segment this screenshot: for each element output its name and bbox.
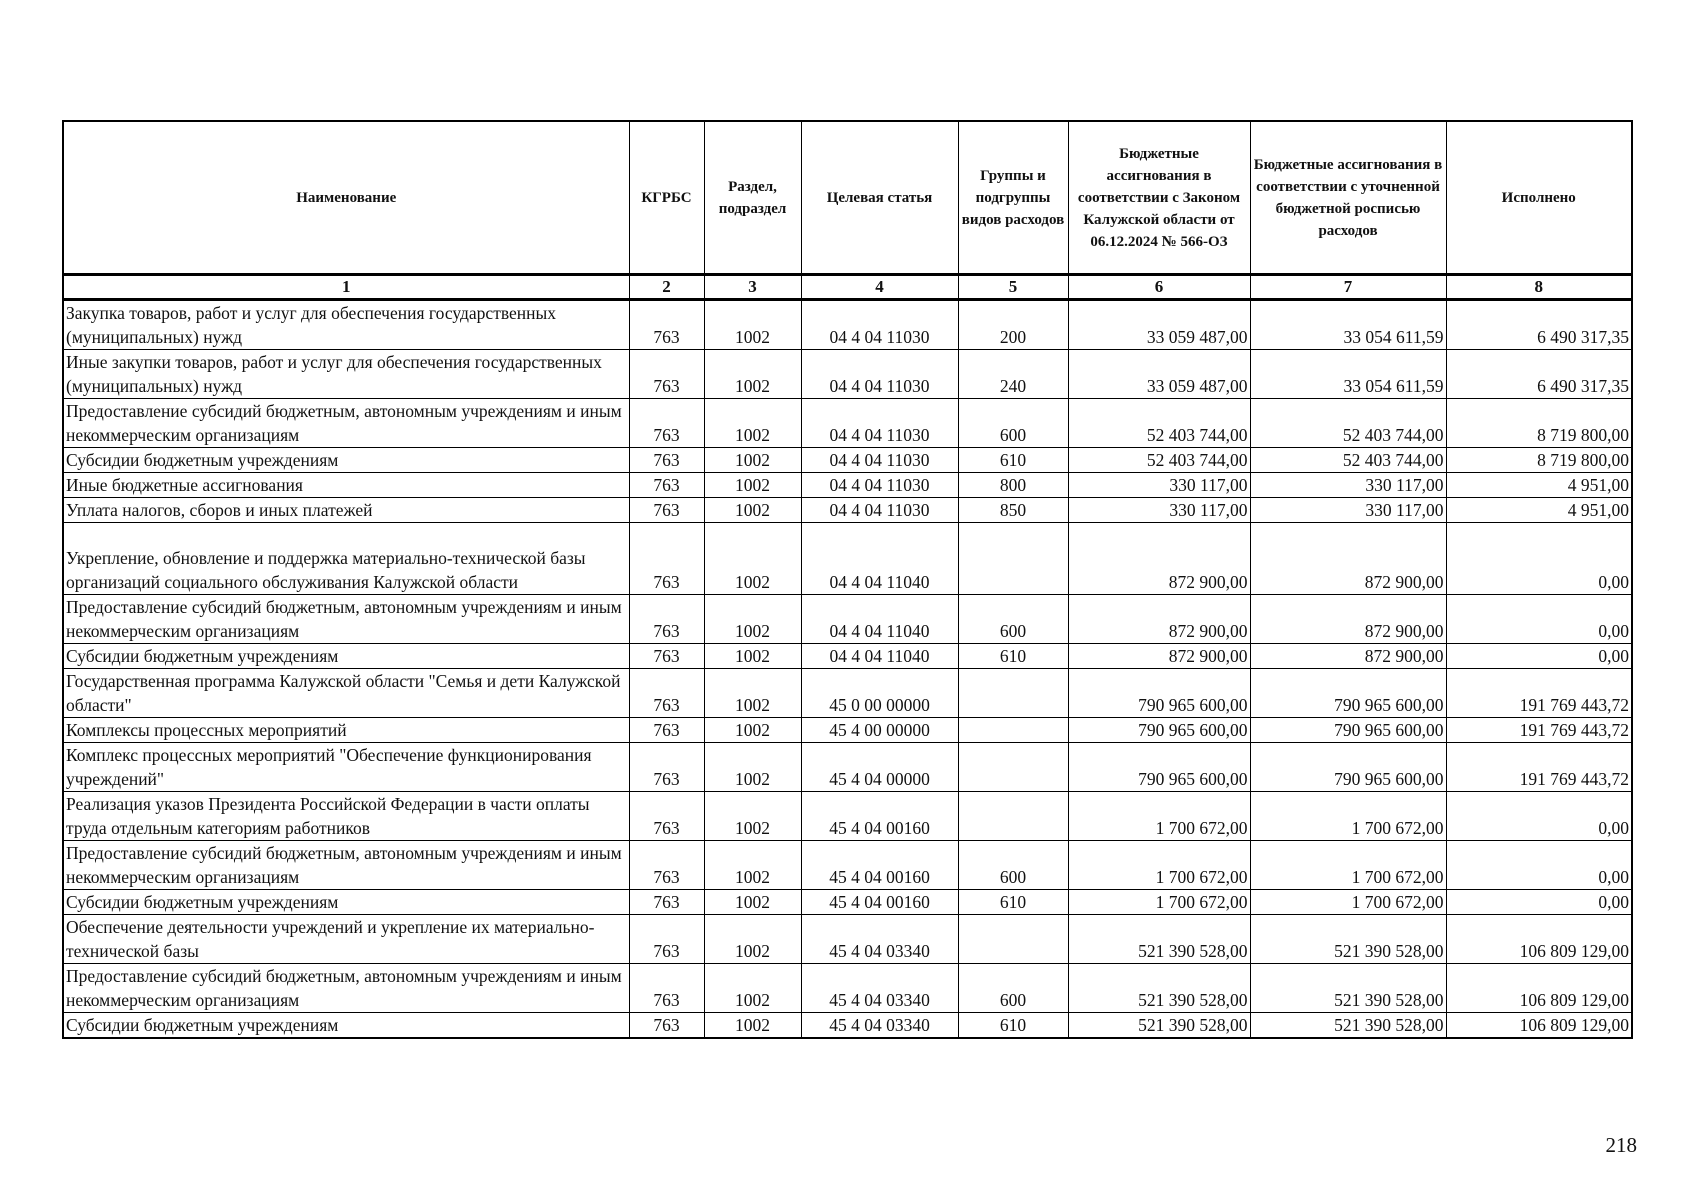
row-refined-amount: 330 117,00 <box>1250 498 1446 523</box>
row-kgrbs: 763 <box>629 964 704 1013</box>
row-refined-amount: 872 900,00 <box>1250 644 1446 669</box>
row-refined-amount: 52 403 744,00 <box>1250 448 1446 473</box>
row-executed-amount: 0,00 <box>1446 595 1632 644</box>
row-name: Иные закупки товаров, работ и услуг для обеспечения государственных (муниципальных) нужд <box>63 350 629 399</box>
table-row <box>63 595 1632 644</box>
row-kgrbs: 763 <box>629 595 704 644</box>
row-section: 1002 <box>704 350 801 399</box>
column-number: 7 <box>1250 275 1446 300</box>
row-kgrbs: 763 <box>629 669 704 718</box>
row-executed-amount: 106 809 129,00 <box>1446 915 1632 964</box>
row-name: Закупка товаров, работ и услуг для обеспечения государственных (муниципальных) нужд <box>63 300 629 350</box>
row-executed-amount: 191 769 443,72 <box>1446 669 1632 718</box>
row-group <box>958 718 1068 743</box>
row-law-amount: 521 390 528,00 <box>1068 964 1250 1013</box>
row-kgrbs: 763 <box>629 300 704 350</box>
row-kgrbs: 763 <box>629 399 704 448</box>
table-row <box>63 644 1632 669</box>
table-row <box>63 915 1632 964</box>
row-section: 1002 <box>704 792 801 841</box>
row-target: 45 4 04 03340 <box>801 1013 958 1039</box>
row-law-amount: 33 059 487,00 <box>1068 300 1250 350</box>
row-target: 04 4 04 11030 <box>801 350 958 399</box>
row-kgrbs: 763 <box>629 523 704 595</box>
row-group <box>958 523 1068 595</box>
table-row <box>63 718 1632 743</box>
row-target: 04 4 04 11040 <box>801 644 958 669</box>
row-target: 04 4 04 11030 <box>801 473 958 498</box>
row-kgrbs: 763 <box>629 498 704 523</box>
row-kgrbs: 763 <box>629 743 704 792</box>
row-refined-amount: 33 054 611,59 <box>1250 300 1446 350</box>
row-refined-amount: 33 054 611,59 <box>1250 350 1446 399</box>
table-row <box>63 841 1632 890</box>
row-law-amount: 790 965 600,00 <box>1068 669 1250 718</box>
row-law-amount: 872 900,00 <box>1068 595 1250 644</box>
row-name: Предоставление субсидий бюджетным, автономным учреждениям и иным некоммерческим организациям <box>63 595 629 644</box>
row-group <box>958 915 1068 964</box>
row-refined-amount: 52 403 744,00 <box>1250 399 1446 448</box>
row-target: 04 4 04 11030 <box>801 300 958 350</box>
row-executed-amount: 0,00 <box>1446 644 1632 669</box>
row-refined-amount: 1 700 672,00 <box>1250 792 1446 841</box>
row-executed-amount: 0,00 <box>1446 523 1632 595</box>
row-kgrbs: 763 <box>629 448 704 473</box>
header-groups: Группы и подгруппы видов расходов <box>958 121 1068 275</box>
row-name: Предоставление субсидий бюджетным, автономным учреждениям и иным некоммерческим организациям <box>63 841 629 890</box>
header-law-allocations: Бюджетные ассигнования в соответствии с Законом Калужской области от 06.12.2024 № 566-ОЗ <box>1068 121 1250 275</box>
row-group <box>958 669 1068 718</box>
column-number-row <box>63 275 1632 300</box>
row-section: 1002 <box>704 595 801 644</box>
row-name: Реализация указов Президента Российской Федерации в части оплаты труда отдельным категориям работников <box>63 792 629 841</box>
row-name: Предоставление субсидий бюджетным, автономным учреждениям и иным некоммерческим организациям <box>63 964 629 1013</box>
row-executed-amount: 0,00 <box>1446 841 1632 890</box>
column-number: 2 <box>629 275 704 300</box>
row-target: 45 4 00 00000 <box>801 718 958 743</box>
header-name: Наименование <box>63 121 629 275</box>
row-target: 45 4 04 03340 <box>801 915 958 964</box>
row-group: 610 <box>958 890 1068 915</box>
row-target: 45 0 00 00000 <box>801 669 958 718</box>
row-kgrbs: 763 <box>629 1013 704 1039</box>
row-kgrbs: 763 <box>629 473 704 498</box>
row-law-amount: 521 390 528,00 <box>1068 1013 1250 1039</box>
row-section: 1002 <box>704 915 801 964</box>
row-name: Укрепление, обновление и поддержка материально-технической базы организаций социального обслуживания Калужской области <box>63 523 629 595</box>
row-refined-amount: 872 900,00 <box>1250 595 1446 644</box>
row-executed-amount: 6 490 317,35 <box>1446 350 1632 399</box>
table-row <box>63 350 1632 399</box>
row-section: 1002 <box>704 964 801 1013</box>
row-section: 1002 <box>704 399 801 448</box>
row-target: 04 4 04 11030 <box>801 448 958 473</box>
row-refined-amount: 790 965 600,00 <box>1250 743 1446 792</box>
table-row <box>63 792 1632 841</box>
row-group <box>958 792 1068 841</box>
header-kgrbs: КГРБС <box>629 121 704 275</box>
row-law-amount: 33 059 487,00 <box>1068 350 1250 399</box>
row-group: 610 <box>958 644 1068 669</box>
row-section: 1002 <box>704 1013 801 1039</box>
row-section: 1002 <box>704 523 801 595</box>
table-row <box>63 498 1632 523</box>
row-group: 200 <box>958 300 1068 350</box>
row-name: Комплексы процессных мероприятий <box>63 718 629 743</box>
row-target: 04 4 04 11040 <box>801 523 958 595</box>
row-section: 1002 <box>704 743 801 792</box>
row-group: 600 <box>958 595 1068 644</box>
column-number: 1 <box>63 275 629 300</box>
table-row <box>63 448 1632 473</box>
row-executed-amount: 106 809 129,00 <box>1446 964 1632 1013</box>
row-name: Комплекс процессных мероприятий "Обеспечение функционирования учреждений" <box>63 743 629 792</box>
column-number: 3 <box>704 275 801 300</box>
row-law-amount: 52 403 744,00 <box>1068 399 1250 448</box>
row-refined-amount: 1 700 672,00 <box>1250 890 1446 915</box>
row-target: 04 4 04 11040 <box>801 595 958 644</box>
table-row <box>63 890 1632 915</box>
row-section: 1002 <box>704 498 801 523</box>
row-name: Государственная программа Калужской области "Семья и дети Калужской области" <box>63 669 629 718</box>
row-section: 1002 <box>704 300 801 350</box>
row-target: 45 4 04 00160 <box>801 890 958 915</box>
row-name: Уплата налогов, сборов и иных платежей <box>63 498 629 523</box>
table-row <box>63 1013 1632 1039</box>
row-section: 1002 <box>704 841 801 890</box>
row-name: Иные бюджетные ассигнования <box>63 473 629 498</box>
row-kgrbs: 763 <box>629 890 704 915</box>
row-law-amount: 1 700 672,00 <box>1068 890 1250 915</box>
row-target: 04 4 04 11030 <box>801 498 958 523</box>
row-law-amount: 872 900,00 <box>1068 523 1250 595</box>
row-name: Субсидии бюджетным учреждениям <box>63 644 629 669</box>
row-target: 45 4 04 00160 <box>801 841 958 890</box>
row-refined-amount: 521 390 528,00 <box>1250 1013 1446 1039</box>
row-law-amount: 872 900,00 <box>1068 644 1250 669</box>
row-refined-amount: 790 965 600,00 <box>1250 669 1446 718</box>
row-refined-amount: 1 700 672,00 <box>1250 841 1446 890</box>
row-executed-amount: 0,00 <box>1446 792 1632 841</box>
row-refined-amount: 330 117,00 <box>1250 473 1446 498</box>
row-refined-amount: 521 390 528,00 <box>1250 915 1446 964</box>
row-section: 1002 <box>704 669 801 718</box>
row-section: 1002 <box>704 644 801 669</box>
row-name: Субсидии бюджетным учреждениям <box>63 1013 629 1039</box>
row-section: 1002 <box>704 448 801 473</box>
table-row <box>63 300 1632 350</box>
header-target: Целевая статья <box>801 121 958 275</box>
row-group: 240 <box>958 350 1068 399</box>
table-row <box>63 473 1632 498</box>
row-name: Субсидии бюджетным учреждениям <box>63 890 629 915</box>
row-section: 1002 <box>704 473 801 498</box>
row-executed-amount: 191 769 443,72 <box>1446 743 1632 792</box>
table-row <box>63 964 1632 1013</box>
row-executed-amount: 0,00 <box>1446 890 1632 915</box>
row-refined-amount: 790 965 600,00 <box>1250 718 1446 743</box>
row-law-amount: 521 390 528,00 <box>1068 915 1250 964</box>
row-name: Предоставление субсидий бюджетным, автономным учреждениям и иным некоммерческим организациям <box>63 399 629 448</box>
row-law-amount: 330 117,00 <box>1068 498 1250 523</box>
row-section: 1002 <box>704 718 801 743</box>
column-number: 6 <box>1068 275 1250 300</box>
row-executed-amount: 4 951,00 <box>1446 473 1632 498</box>
table-row <box>63 523 1632 595</box>
row-executed-amount: 6 490 317,35 <box>1446 300 1632 350</box>
row-refined-amount: 521 390 528,00 <box>1250 964 1446 1013</box>
table-row <box>63 399 1632 448</box>
row-refined-amount: 872 900,00 <box>1250 523 1446 595</box>
header-section: Раздел, подраздел <box>704 121 801 275</box>
row-group: 850 <box>958 498 1068 523</box>
row-law-amount: 790 965 600,00 <box>1068 718 1250 743</box>
row-target: 45 4 04 00160 <box>801 792 958 841</box>
row-group <box>958 743 1068 792</box>
row-kgrbs: 763 <box>629 841 704 890</box>
row-kgrbs: 763 <box>629 915 704 964</box>
row-law-amount: 790 965 600,00 <box>1068 743 1250 792</box>
row-executed-amount: 106 809 129,00 <box>1446 1013 1632 1039</box>
row-name: Субсидии бюджетным учреждениям <box>63 448 629 473</box>
header-executed: Исполнено <box>1446 121 1632 275</box>
page-number: 218 <box>1605 1133 1637 1157</box>
row-target: 45 4 04 03340 <box>801 964 958 1013</box>
row-law-amount: 1 700 672,00 <box>1068 792 1250 841</box>
row-executed-amount: 8 719 800,00 <box>1446 448 1632 473</box>
row-name: Обеспечение деятельности учреждений и укрепление их материально-технической базы <box>63 915 629 964</box>
column-number: 4 <box>801 275 958 300</box>
table-row <box>63 743 1632 792</box>
row-group: 800 <box>958 473 1068 498</box>
row-target: 04 4 04 11030 <box>801 399 958 448</box>
row-group: 610 <box>958 1013 1068 1039</box>
row-section: 1002 <box>704 890 801 915</box>
row-executed-amount: 8 719 800,00 <box>1446 399 1632 448</box>
row-executed-amount: 191 769 443,72 <box>1446 718 1632 743</box>
row-kgrbs: 763 <box>629 644 704 669</box>
row-kgrbs: 763 <box>629 718 704 743</box>
table-row <box>63 669 1632 718</box>
row-group: 600 <box>958 964 1068 1013</box>
header-row <box>63 121 1632 275</box>
row-group: 600 <box>958 841 1068 890</box>
header-refined-allocations: Бюджетные ассигнования в соответствии с уточненной бюджетной росписью расходов <box>1250 121 1446 275</box>
column-number: 8 <box>1446 275 1632 300</box>
row-group: 610 <box>958 448 1068 473</box>
row-group: 600 <box>958 399 1068 448</box>
column-number: 5 <box>958 275 1068 300</box>
row-kgrbs: 763 <box>629 792 704 841</box>
row-target: 45 4 04 00000 <box>801 743 958 792</box>
row-executed-amount: 4 951,00 <box>1446 498 1632 523</box>
row-law-amount: 330 117,00 <box>1068 473 1250 498</box>
row-law-amount: 1 700 672,00 <box>1068 841 1250 890</box>
row-kgrbs: 763 <box>629 350 704 399</box>
budget-table <box>62 120 1633 1039</box>
row-law-amount: 52 403 744,00 <box>1068 448 1250 473</box>
